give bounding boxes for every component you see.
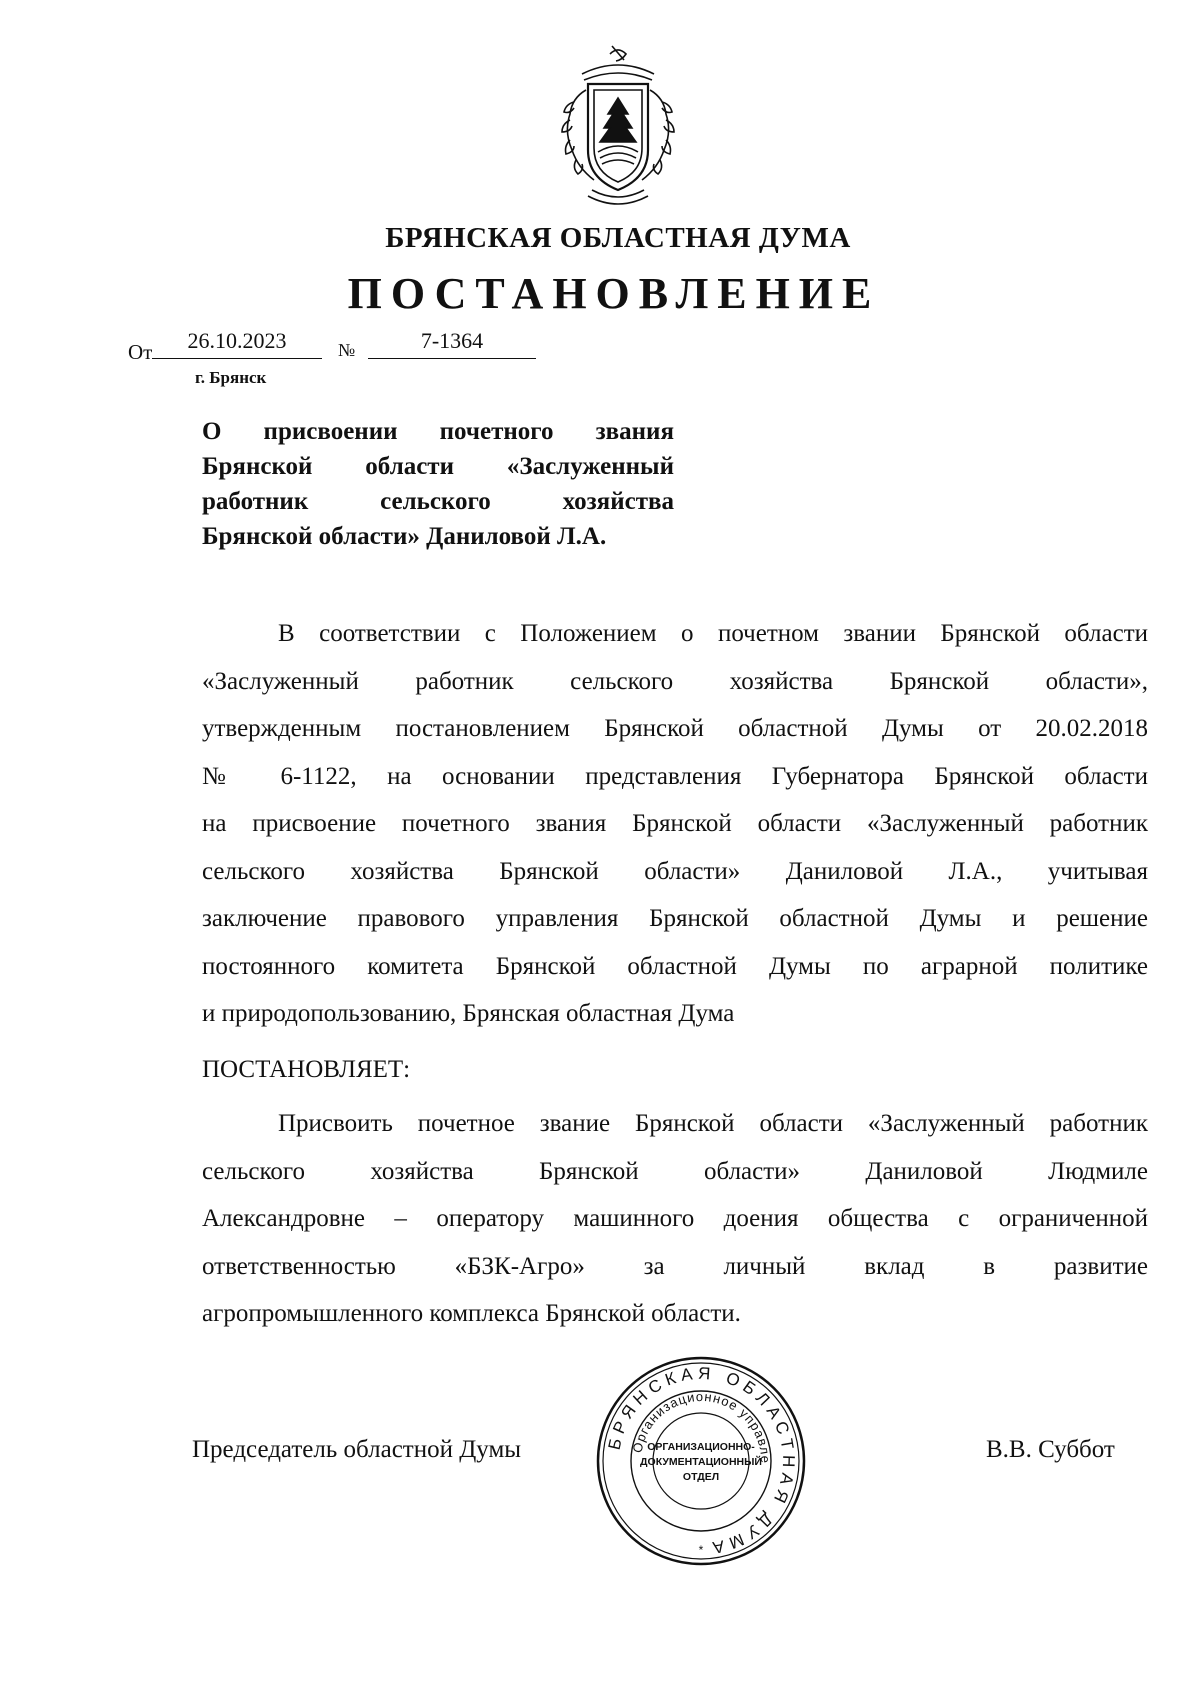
body-line: и природопользованию, Брянская областная Дума xyxy=(202,1000,735,1027)
body-line: агропромышленного комплекса Брянской области. xyxy=(202,1300,741,1327)
seal-outer-text: БРЯНСКАЯ ОБЛАСТНАЯ ДУМА xyxy=(604,1363,799,1558)
body-line: сельского хозяйства Брянской области» Даниловой Людмиле xyxy=(202,1157,1148,1185)
city: г. Брянск xyxy=(195,368,267,387)
number-label: № xyxy=(338,340,356,360)
coat-of-arms-icon xyxy=(548,40,688,210)
seal-center-line: ОРГАНИЗАЦИОННО- xyxy=(647,1441,755,1453)
document-number: 7-1364 xyxy=(368,328,536,359)
body-line: Присвоить почетное звание Брянской области «Заслуженный работник xyxy=(278,1110,1148,1137)
subject-line: О присвоении почетного звания xyxy=(202,418,674,445)
body-line: сельского хозяйства Брянской области» Даниловой Л.А., учитывая xyxy=(202,857,1148,885)
seal-center-line: ОТДЕЛ xyxy=(682,1471,720,1483)
body-line: на присвоение почетного звания Брянской области «Заслуженный работник xyxy=(202,810,1148,837)
decree-word: ПОСТАНОВЛЯЕТ: xyxy=(202,1056,411,1083)
signatory-name: В.В. Суббот xyxy=(986,1436,1115,1463)
subject-line: работник сельского хозяйства xyxy=(202,488,674,515)
document-date: 26.10.2023 xyxy=(152,328,322,359)
paragraph-resolution xyxy=(202,1100,1148,1338)
document-type: ПОСТАНОВЛЕНИЕ xyxy=(347,269,881,318)
signatory-title: Председатель областной Думы xyxy=(192,1436,522,1463)
body-line: утвержденным постановлением Брянской областной Думы от 20.02.2018 xyxy=(202,715,1148,742)
svg-text:*: * xyxy=(698,1543,704,1557)
body-line: постоянного комитета Брянской областной Думы по аграрной политике xyxy=(202,952,1148,980)
date-label: От xyxy=(128,340,153,364)
seal-center-line: ДОКУМЕНТАЦИОННЫЙ xyxy=(640,1456,762,1468)
body-line: Александровне – оператору машинного доения общества с ограниченной xyxy=(202,1205,1148,1232)
paragraph-preamble xyxy=(202,610,1148,1038)
document-meta xyxy=(128,330,628,366)
subject-line: Брянской области «Заслуженный xyxy=(202,453,674,480)
subject-line: Брянской области» Даниловой Л.А. xyxy=(202,523,607,550)
body-line: № 6-1122, на основании представления Губернатора Брянской области xyxy=(202,762,1148,790)
body-line: В соответствии с Положением о почетном звании Брянской области xyxy=(278,620,1148,647)
document-subject xyxy=(202,414,674,554)
official-seal-icon xyxy=(594,1354,808,1568)
seal-inner-text: Организационное управле xyxy=(629,1388,774,1465)
body-line: ответственностью «БЗК-Агро» за личный вклад в развитие xyxy=(202,1252,1148,1280)
body-line: заключение правового управления Брянской областной Думы и решение xyxy=(202,905,1148,932)
body-line: «Заслуженный работник сельского хозяйства Брянской области», xyxy=(202,667,1148,695)
organization-name: БРЯНСКАЯ ОБЛАСТНАЯ ДУМА xyxy=(385,222,851,254)
